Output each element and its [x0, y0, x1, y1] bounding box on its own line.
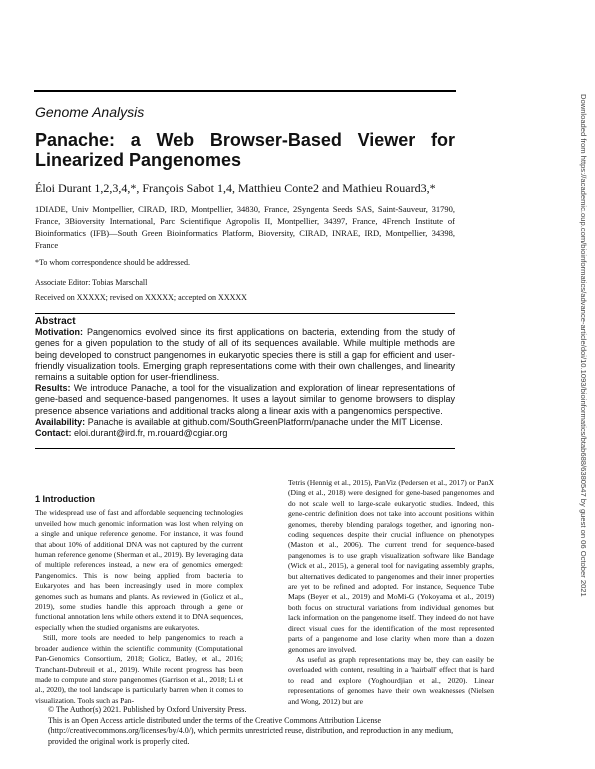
- intro-paragraph-4: As useful as graph representations may be, they can easily be overloaded with content, resulting in a 'hairball' effect that is hard to read and explore (Yoghourdjian et al., 2020). Linear representations of genomes have their own weaknesses (Nielsen and Wong, 2012) but are: [288, 654, 494, 706]
- abstract-motivation: [35, 327, 455, 383]
- license-citation-line: provided the original work is properly cited.: [48, 736, 190, 746]
- license-link-line[interactable]: (http://creativecommons.org/licenses/by/4.0/), which permits unrestricted reuse, distribution, and reproduction in any medium,: [48, 726, 454, 735]
- left-column: [35, 494, 243, 706]
- intro-heading: 1 Introduction: [35, 494, 95, 504]
- abstract-box: [35, 313, 455, 449]
- received-dates: Received on XXXXX; revised on XXXXX; accepted on XXXXX: [35, 293, 247, 302]
- section-name: Genome Analysis: [35, 104, 145, 120]
- license-footer: [48, 705, 503, 747]
- abstract-contact: [35, 428, 455, 439]
- right-column: [288, 478, 494, 707]
- abstract-availability: [35, 417, 455, 428]
- availability-label: Availability:: [35, 416, 86, 427]
- header-rule: [34, 90, 456, 92]
- contact-text: eloi.durant@ird.fr, m.rouard@cgiar.org: [71, 428, 228, 439]
- motivation-text: Pangenomics evolved since its first applications on bacteria, extending from the study of genes for a given population to the study of all of its sequences available. While multiple methods are being developed to construct pangenomes in eukaryotic species there is still a gap for efficient and user-friendly visualization tools. Emerging graph representations come with their own challenges, and linearity remains a suitable option for user-friendliness.: [35, 327, 455, 383]
- motivation-label: Motivation:: [35, 327, 83, 338]
- results-label: Results:: [35, 383, 71, 394]
- affiliations: 1DIADE, Univ Montpellier, CIRAD, IRD, Montpellier, 34830, France, 2Syngenta Seeds SAS, Saint-Sauveur, 31790, France, 3Bioversity International, Parc Scientifique Agropolis II, Montpellier, 34397, France, 4French Institute of Bioinformatics (IFB)—South Green Bioinformatics Platform, Bioversity, CIRAD, INRAE, IRD, Montpellier, 34398, France: [35, 204, 455, 250]
- contact-label: Contact:: [35, 428, 72, 439]
- download-watermark: [578, 94, 592, 649]
- download-watermark-text: Downloaded from https://academic.oup.com/bioinformatics/advance-article/doi/10.1093/bioinformatics/btab688/6380547 by guest on 06 October 2021: [579, 94, 588, 597]
- paper-title: Panache: a Web Browser-Based Viewer for Linearized Pangenomes: [35, 130, 455, 170]
- intro-paragraph-2: Still, more tools are needed to help pangenomics to reach a broader audience within the scientific community (Computational Pan-Genomics Consortium, 2018; Golicz, Batley, et al., 2016; Tranchant-Dubreuil et al., 2019). While recent progress has been made to compute and store pangenomes (Garrison et al., 2018; Li et al., 2020), the tool landscape is particularly barren when it comes to visualization. Tools such as Pan-: [35, 633, 243, 705]
- copyright-line: © The Author(s) 2021. Published by Oxford University Press.: [48, 705, 247, 714]
- author-list: Éloi Durant 1,2,3,4,*, François Sabot 1,4, Matthieu Conte2 and Mathieu Rouard3,*: [35, 181, 436, 195]
- abstract-results: [35, 383, 455, 417]
- associate-editor: Associate Editor: Tobias Marschall: [35, 278, 148, 287]
- intro-paragraph-3: Tetris (Hennig et al., 2015), PanViz (Pedersen et al., 2017) or PanX (Ding et al., 2018) were designed for gene-based pangenomes and do not scale well to large-scale eukaryotic studies. Indeed, this gene-centric definition does not take into account positions within genomes, thereby blending paralogs together, and ignoring non-coding sequences despite their crucial influence on phenotypes (Maston et al., 2006). The current trend for sequence-based pangenomes is to use graph visualization software like Bandage (Wick et al., 2015), a general tool for navigating assembly graphs, but alternatives dedicated to pangenomes and their inner properties are yet to be refined and adopted. For instance, Sequence Tube Maps (Beyer et al., 2019) and MoMi-G (Yokoyama et al., 2019) both focus on structural variations from individual genomes but lack information on the pangenome itself. They indeed do not have direct visual cues for the identification of the most represented parts of a pangenome and lose clarity when more than a dozen genomes are involved.: [288, 478, 494, 654]
- intro-paragraph-1: The widespread use of fast and affordable sequencing technologies unveiled how much genomic information was lost when relying on a single and unique reference genome. For instance, it was found that about 10% of additional DNA was not captured by the current human reference genome (Sherman et al., 2019). By leveraging data of multiple references instead, a new era of genomics emerged: Pangenomics. This is now being applied from bacteria to Eukaryotes and has been increasingly used in more complex genomes such as humans and plants. As reviewed in (Golicz et al., 2019), some studies handle this approach through a gene or functional annotation lens while others extend it to DNA sequences, especially when the studied organisms are eukaryotes.: [35, 508, 243, 632]
- availability-text: Panache is available at github.com/SouthGreenPlatform/panache under the MIT License.: [85, 416, 443, 427]
- results-text: We introduce Panache, a tool for the visualization and exploration of linear representations of gene-based and sequence-based pangenomes. It uses a layout similar to genome browsers to display presence absence variations and additional tracks along a linear axis with a pangenomics perspective.: [35, 383, 455, 416]
- correspondence-note: *To whom correspondence should be addressed.: [35, 258, 190, 267]
- abstract-heading: Abstract: [35, 316, 76, 327]
- license-line: This is an Open Access article distributed under the terms of the Creative Commons Attribution License: [48, 715, 382, 725]
